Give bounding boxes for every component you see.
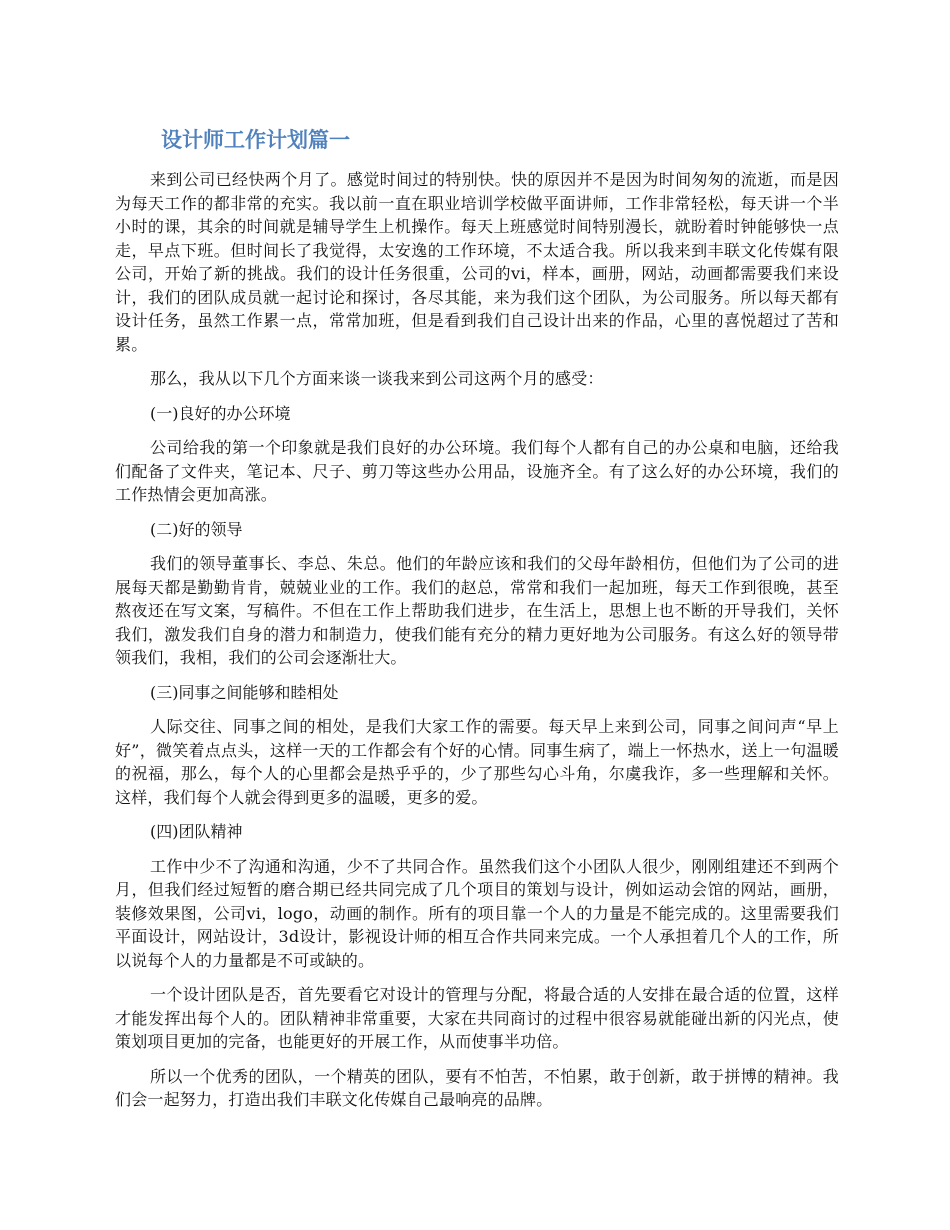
- paragraph-leadership: 我们的领导董事长、李总、朱总。他们的年龄应该和我们的父母年龄相仿，但他们为了公司的进展每天都是勤勤肯肯，兢兢业业的工作。我们的赵总，常常和我们一起加班，每天工作到很晚，甚至熬夜还在写文案，写稿件。不但在工作上帮助我们进步，在生活上，思想上也不断的开导我们，关怀我们，激发我们自身的潜力和制造力，使我们能有充分的精力更好地为公司服务。有这么好的领导带领我们，我相，我们的公司会逐渐壮大。: [115, 554, 839, 667]
- paragraph-intro: 来到公司已经快两个月了。感觉时间过的特别快。快的原因并不是因为时间匆匆的流逝，而是因为每天工作的都非常的充实。我以前一直在职业培训学校做平面讲师，工作非常轻松，每天讲一个半小时的课，其余的时间就是辅导学生上机操作。每天上班感觉时间特别漫长，就盼着时钟能够快一点走，早点下班。但时间长了我觉得，太安逸的工作环境，不太适合我。所以我来到丰联文化传媒有限公司，开始了新的挑战。我们的设计任务很重，公司的vi，样本，画册，网站，动画都需要我们来设计，我们的团队成员就一起讨论和探讨，各尽其能，来为我们这个团队，为公司服务。所以每天都有设计任务，虽然工作累一点，常常加班，但是看到我们自己设计出来的作品，心里的喜悦超过了苦和累。: [115, 170, 839, 354]
- paragraph-environment: 公司给我的第一个印象就是我们良好的办公环境。我们每个人都有自己的办公桌和电脑，还给我们配备了文件夹，笔记本、尺子、剪刀等这些办公用品，设施齐全。有了这么好的办公环境，我们的工作热情会更加高涨。: [115, 438, 839, 504]
- paragraph-lead-in: 那么，我从以下几个方面来谈一谈我来到公司这两个月的感受：: [150, 369, 604, 388]
- document-body: [115, 126, 839, 1123]
- section-heading-environment: (一)良好的办公环境: [150, 403, 291, 423]
- document-title: 设计师工作计划篇一: [161, 128, 350, 152]
- section-heading-teamwork: (四)团队精神: [150, 822, 243, 841]
- section-heading-leadership: (二)好的领导: [150, 519, 243, 539]
- paragraph-team-management: 一个设计团队是否，首先要看它对设计的管理与分配，将最合适的人安排在最合适的位置，这样才能发挥出每个人的。团队精神非常重要，大家在共同商讨的过程中很容易就能碰出新的闪光点，使策划项目更加的完备，也能更好的开展工作，从而使事半功倍。: [115, 985, 839, 1051]
- paragraph-teamwork: 工作中少不了沟通和沟通，少不了共同合作。虽然我们这个小团队人很少，刚刚组建还不到两个月，但我们经过短暂的磨合期已经共同完成了几个项目的策划与设计，例如运动会馆的网站，画册，装修效果图，公司vi，logo，动画的制作。所有的项目靠一个人的力量是不能完成的。这里需要我们平面设计，网站设计，3d设计，影视设计师的相互合作共同来完成。一个人承担着几个人的工作，所以说每个人的力量都是不可或缺的。: [115, 856, 839, 970]
- section-heading-colleagues: (三)同事之间能够和睦相处: [150, 682, 339, 702]
- paragraph-conclusion: 所以一个优秀的团队，一个精英的团队，要有不怕苦，不怕累，敢于创新，敢于拼博的精神。我们会一起努力，打造出我们丰联文化传媒自己最响亮的品牌。: [115, 1066, 839, 1109]
- paragraph-colleagues: 人际交往、同事之间的相处，是我们大家工作的需要。每天早上来到公司，同事之间问声“早上好”，微笑着点点头，这样一天的工作都会有个好的心情。同事生病了，端上一怀热水，送上一句温暖的祝福，那么，每个人的心里都会是热乎乎的，少了那些勾心斗角，尔虞我诈，多一些理解和关怀。这样，我们每个人就会得到更多的温暖，更多的爱。: [115, 717, 839, 807]
